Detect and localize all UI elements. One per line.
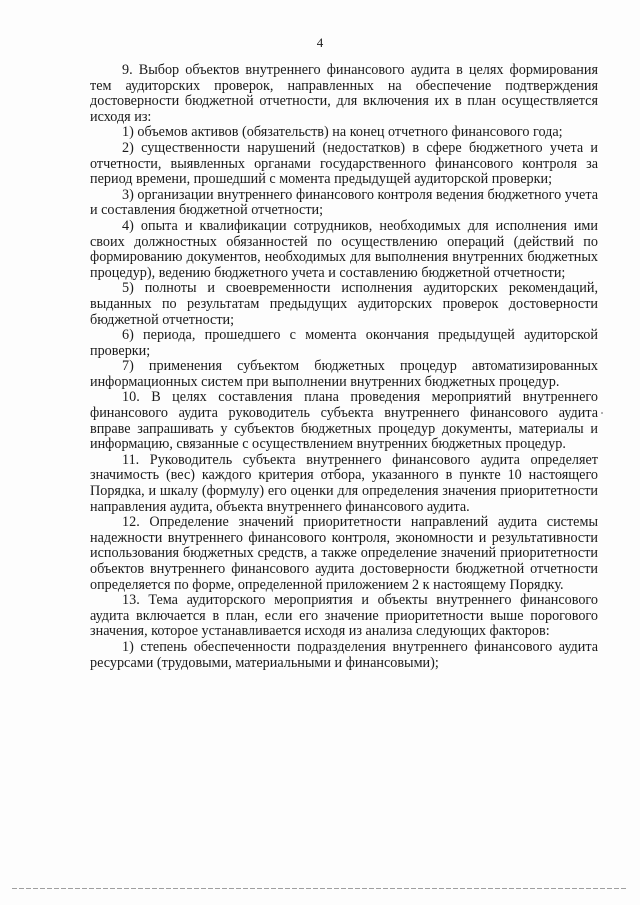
paragraph-9-item-4: 4) опыта и квалификации сотрудников, необходимых для исполнения ими своих должностных обязанностей по осуществлению операций (действий по формированию документов, необходимых для выполнения внутренних бюджетных процедур), ведению бюджетного учета и составлению бюджетной отчетности; (90, 217, 598, 281)
paragraph-13-item-1: 1) степень обеспеченности подразделения внутреннего финансового аудита ресурсами (трудовыми, материальными и финансовыми); (90, 638, 598, 671)
paragraph-10: 10. В целях составления плана проведения мероприятий внутреннего финансового аудита руководитель субъекта внутреннего финансового аудита вправе запрашивать у субъектов бюджетных процедур документы, материалы и информацию, связанные с осуществлением внутренних бюджетных процедур. (90, 389, 598, 453)
paragraph-9-item-3: 3) организации внутреннего финансового контроля ведения бюджетного учета и составления бюджетной отчетности; (90, 186, 598, 219)
paragraph-12: 12. Определение значений приоритетности направлений аудита системы надежности внутреннего финансового контроля, экономности и результативности использования бюджетных средств, а также определение значений приоритетности объектов внутреннего финансового аудита достоверности бюджетной отчетности определяется по форме, определенной приложением 2 к настоящему Порядку. (90, 514, 598, 593)
scan-artifact-line (12, 888, 628, 889)
paragraph-9-item-6: 6) периода, прошедшего с момента окончания предыдущей аудиторской проверки; (90, 327, 598, 359)
paragraph-9-item-2: 2) существенности нарушений (недостатков) в сфере бюджетного учета и отчетности, выявленных органами государственного финансового контроля за период времени, прошедший с момента предыдущей аудиторской проверки; (90, 139, 598, 188)
paragraph-9-item-7: 7) применения субъектом бюджетных процедур автоматизированных информационных систем при выполнении внутренних бюджетных процедур. (90, 358, 598, 390)
paragraph-13: 13. Тема аудиторского мероприятия и объекты внутреннего финансового аудита включается в план, если его значение приоритетности выше порогового значения, которое устанавливается исходя из анализа следующих факторов: (90, 592, 598, 640)
paragraph-9-item-5: 5) полноты и своевременности исполнения аудиторских рекомендаций, выданных по результатам предыдущих аудиторских проверок достоверности бюджетной отчетности; (90, 280, 598, 328)
scan-artifact-dot (601, 412, 603, 414)
document-body (90, 63, 598, 671)
paragraph-9: 9. Выбор объектов внутреннего финансового аудита в целях формирования тем аудиторских проверок, направленных на обеспечение подтверждения достоверности бюджетной отчетности, для включения их в план осуществляется исходя из: (90, 62, 598, 125)
page-number: 4 (316, 35, 324, 50)
paragraph-11: 11. Руководитель субъекта внутреннего финансового аудита определяет значимость (вес) каждого критерия отбора, указанного в пункте 10 настоящего Порядка, и шкалу (формулу) его оценки для определения значения приоритетности направления аудита, объекта внутреннего финансового аудита. (90, 451, 598, 515)
paragraph-9-item-1: 1) объемов активов (обязательств) на конец отчетного финансового года; (122, 124, 563, 141)
